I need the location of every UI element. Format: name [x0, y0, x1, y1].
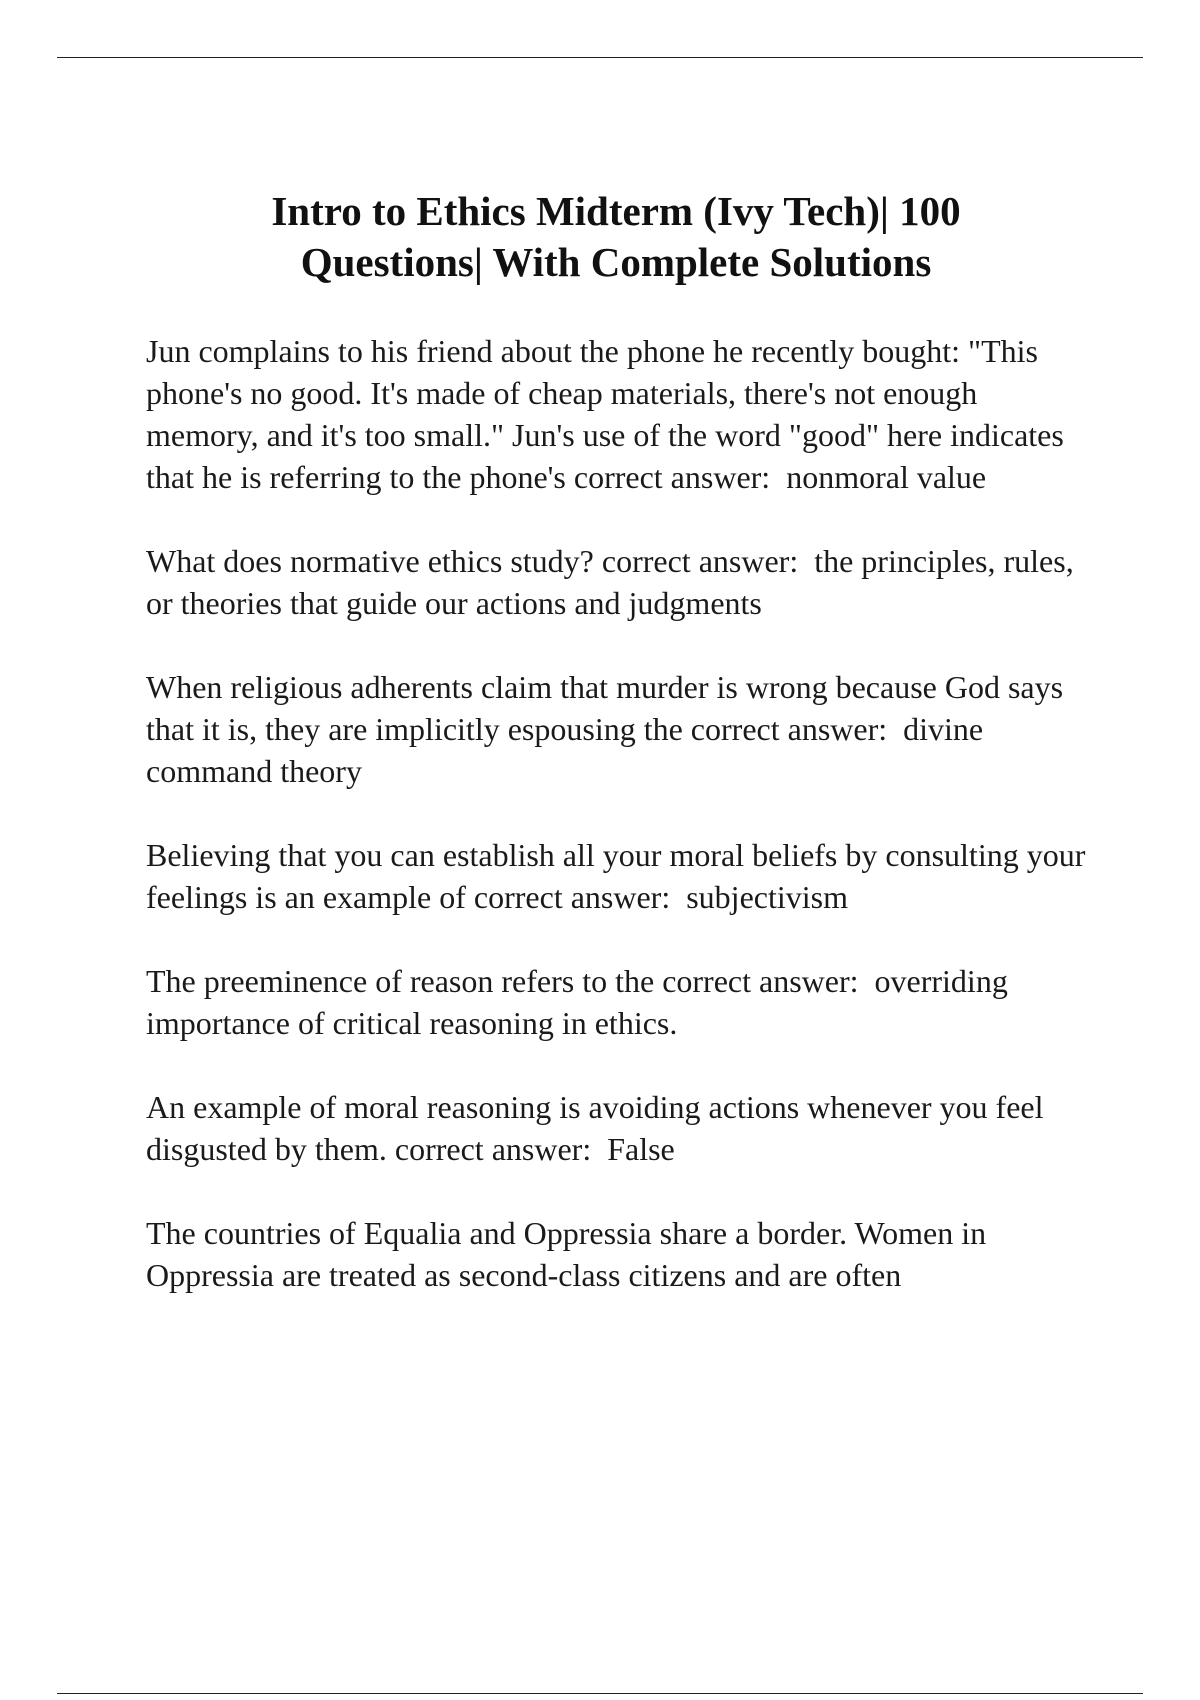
answer-text: False: [599, 1131, 675, 1167]
question-text: When religious adherents claim that murder is wrong because God says that it is, they are implicitly espousing the: [146, 669, 1072, 747]
question-text: The preeminence of reason refers to the: [146, 963, 655, 999]
title-line-1: Intro to Ethics Midterm (Ivy Tech)| 100: [271, 188, 961, 234]
qa-item: [146, 540, 1086, 624]
question-text: The countries of Equalia and Oppressia share a border. Women in Oppressia are treated as second-class citizens and are often: [146, 1215, 995, 1293]
qa-item: [146, 834, 1094, 918]
answer-text: subjectivism: [678, 879, 848, 915]
question-text: What does normative ethics study?: [146, 543, 594, 579]
qa-item: [146, 960, 1086, 1044]
answer-marker: correct answer:: [565, 459, 779, 495]
answer-marker: correct answer:: [465, 879, 679, 915]
qa-item: [146, 330, 1086, 498]
question-text: Believing that you can establish all your moral beliefs by consulting your feelings is an example of: [146, 837, 1094, 915]
answer-marker: correct answer:: [593, 543, 807, 579]
qa-item: [146, 1212, 1086, 1296]
answer-marker: correct answer:: [682, 711, 896, 747]
answer-text: nonmoral value: [778, 459, 987, 495]
question-text: An example of moral reasoning is avoiding actions whenever you feel disgusted by them.: [146, 1089, 1052, 1167]
answer-text: divine command theory: [146, 711, 992, 789]
title-line-2: Questions| With Complete Solutions: [300, 239, 932, 285]
document-title: [146, 186, 1086, 288]
qa-item: [146, 666, 1086, 792]
answer-text: overriding importance of critical reasoning in ethics.: [146, 963, 1016, 1041]
answer-text: the principles, rules, or theories that guide our actions and judgments: [146, 543, 1082, 621]
question-text: Jun complains to his friend about the phone he recently bought: "This phone's no good. It's made of cheap materials, there's not enough memory, and it's too small." Jun's use of the word "good" here indicates that he is referring to the phone's: [146, 333, 1072, 495]
qa-item: [146, 1086, 1086, 1170]
answer-marker: correct answer:: [386, 1131, 600, 1167]
qa-list: [146, 330, 1094, 1338]
answer-marker: correct answer:: [654, 963, 867, 999]
top-rule: [57, 57, 1143, 58]
bottom-rule: [57, 1693, 1143, 1694]
